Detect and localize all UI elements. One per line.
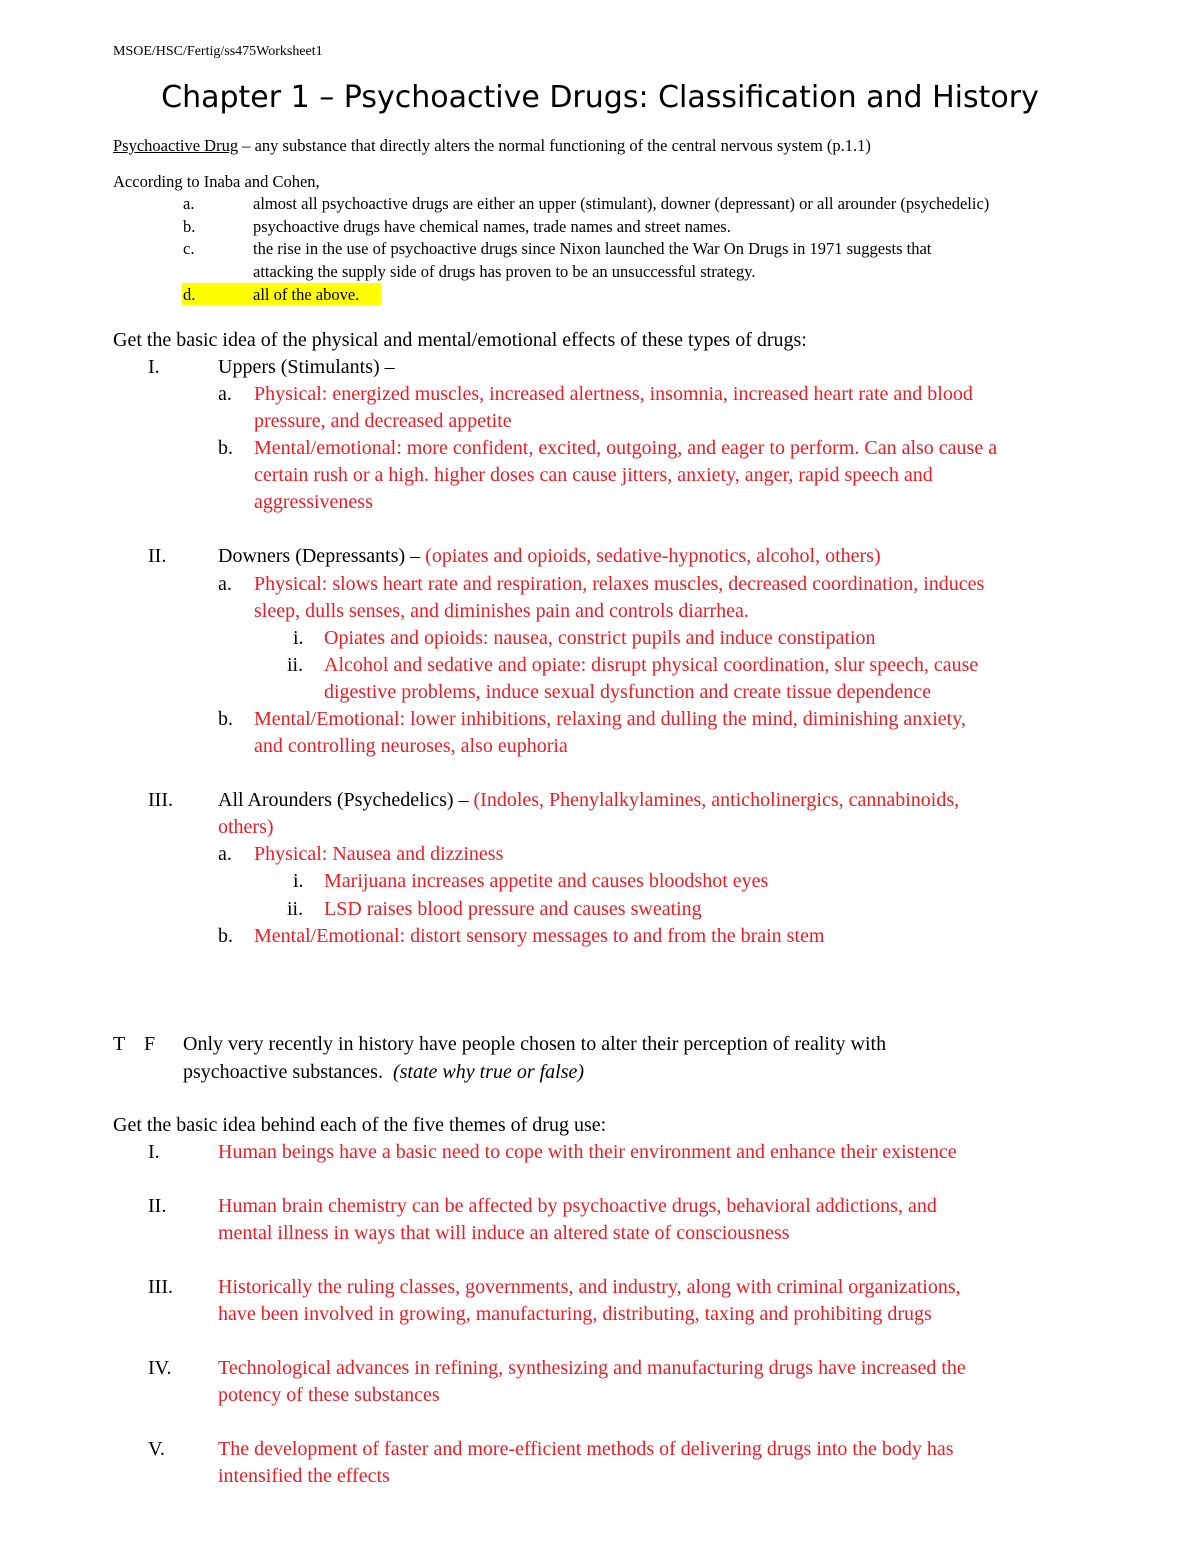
arounders-physical-text: Physical: Nausea and dizziness	[254, 843, 504, 865]
arounders-b-letter: b.	[218, 925, 233, 947]
arounders-i-num: i.	[293, 870, 304, 892]
theme-1-text: Human beings have a basic need to cope with their environment and enhance their existence	[218, 1141, 957, 1163]
uppers-heading: Uppers (Stimulants) –	[218, 356, 395, 378]
theme-2-text: Human brain chemistry can be affected by psychoactive drugs, behavioral addictions, and	[218, 1195, 937, 1217]
theme-3-text-2: have been involved in growing, manufacturing, distributing, taxing and prohibiting drugs	[218, 1303, 932, 1325]
theme-2-num: II.	[148, 1195, 167, 1217]
uppers-physical-text-2: pressure, and decreased appetite	[254, 410, 512, 432]
arounders-mental-text: Mental/Emotional: distort sensory messages to and from the brain stem	[254, 925, 825, 947]
option-c-text-2: attacking the supply side of drugs has proven to be an unsuccessful strategy.	[253, 262, 756, 281]
downers-heading-classes: (opiates and opioids, sedative-hypnotics, alcohol, others)	[420, 545, 881, 567]
option-b-text: psychoactive drugs have chemical names, trade names and street names.	[253, 217, 731, 236]
downers-alcohol-text: Alcohol and sedative and opiate: disrupt physical coordination, slur speech, cause	[324, 654, 979, 676]
theme-4-text: Technological advances in refining, synthesizing and manufacturing drugs have increased the	[218, 1357, 966, 1379]
uppers-b-letter: b.	[218, 437, 233, 459]
uppers-mental-text-2: certain rush or a high. higher doses can cause jitters, anxiety, anger, rapid speech and	[254, 464, 933, 486]
downers-alcohol-text-2: digestive problems, induce sexual dysfunction and create tissue dependence	[324, 681, 932, 703]
theme-3-text: Historically the ruling classes, governments, and industry, along with criminal organizations,	[218, 1276, 961, 1298]
arounders-heading-line	[218, 787, 959, 814]
downers-heading: Downers (Depressants) –	[218, 545, 421, 567]
theme-5-text-2: intensified the effects	[218, 1465, 390, 1487]
option-letter-a: a.	[183, 194, 195, 213]
definition-text: – any substance that directly alters the normal functioning of the central nervous system (p.1.1)	[238, 136, 871, 155]
arounders-lsd-text: LSD raises blood pressure and causes sweating	[324, 898, 702, 920]
tf-statement-line-2	[183, 1059, 584, 1086]
uppers-a-letter: a.	[218, 383, 232, 405]
tf-statement-2: psychoactive substances.	[183, 1061, 383, 1083]
option-letter-c: c.	[183, 239, 195, 258]
downers-physical-text: Physical: slows heart rate and respiration, relaxes muscles, decreased coordination, induces	[254, 573, 985, 595]
arounders-num: III.	[148, 789, 173, 811]
theme-1-num: I.	[148, 1141, 160, 1163]
downers-i-num: i.	[293, 627, 304, 649]
definition-term: Psychoactive Drug	[113, 136, 239, 155]
arounders-ii-num: ii.	[287, 898, 304, 920]
downers-heading-line	[218, 543, 881, 570]
option-a-text: almost all psychoactive drugs are either an upper (stimulant), downer (depressant) or all arounder (psychedelic)	[253, 194, 990, 213]
downers-b-letter: b.	[218, 708, 233, 730]
tf-false-option: F	[144, 1033, 156, 1055]
tf-instruction: (state why true or false)	[392, 1061, 585, 1083]
theme-4-text-2: potency of these substances	[218, 1384, 440, 1406]
arounders-a-letter: a.	[218, 843, 232, 865]
theme-5-num: V.	[148, 1438, 165, 1460]
downers-a-letter: a.	[218, 573, 232, 595]
uppers-mental-text-3: aggressiveness	[254, 491, 373, 513]
downers-ii-num: ii.	[287, 654, 304, 676]
answer-highlight	[182, 283, 381, 305]
arounders-heading-classes-2: others)	[218, 816, 274, 838]
option-c-text: the rise in the use of psychoactive drugs since Nixon launched the War On Drugs in 1971 suggests that	[253, 239, 932, 258]
arounders-heading: All Arounders (Psychedelics) –	[218, 789, 469, 811]
themes-intro: Get the basic idea behind each of the five themes of drug use:	[113, 1114, 607, 1136]
tf-true-option: T	[113, 1033, 126, 1055]
uppers-num: I.	[148, 356, 160, 378]
downers-opiates-text: Opiates and opioids: nausea, constrict pupils and induce constipation	[324, 627, 876, 649]
theme-5-text: The development of faster and more-efficient methods of delivering drugs into the body has	[218, 1438, 954, 1460]
downers-mental-text-2: and controlling neuroses, also euphoria	[254, 735, 568, 757]
uppers-mental-text: Mental/emotional: more confident, excited, outgoing, and eager to perform. Can also cause a	[254, 437, 998, 459]
uppers-physical-text: Physical: energized muscles, increased alertness, insomnia, increased heart rate and blood	[254, 383, 973, 405]
theme-4-num: IV.	[148, 1357, 172, 1379]
definition-line	[113, 134, 871, 157]
arounders-marijuana-text: Marijuana increases appetite and causes bloodshot eyes	[324, 870, 769, 892]
option-d-text: all of the above.	[253, 285, 360, 304]
downers-physical-text-2: sleep, dulls senses, and diminishes pain and controls diarrhea.	[254, 600, 749, 622]
downers-mental-text: Mental/Emotional: lower inhibitions, relaxing and dulling the mind, diminishing anxiety,	[254, 708, 966, 730]
tf-statement: Only very recently in history have people chosen to alter their perception of reality with	[183, 1033, 887, 1055]
theme-2-text-2: mental illness in ways that will induce an altered state of consciousness	[218, 1222, 790, 1244]
page-title: Chapter 1 – Psychoactive Drugs: Classification and History	[161, 80, 1039, 115]
option-letter-b: b.	[183, 217, 196, 236]
question-intro: According to Inaba and Cohen,	[113, 172, 320, 191]
effects-intro: Get the basic idea of the physical and mental/emotional effects of these types of drugs:	[113, 329, 807, 351]
downers-num: II.	[148, 545, 167, 567]
option-letter-d: d.	[183, 285, 196, 304]
document-id: MSOE/HSC/Fertig/ss475Worksheet1	[113, 44, 323, 59]
theme-3-num: III.	[148, 1276, 173, 1298]
arounders-heading-classes: (Indoles, Phenylalkylamines, anticholinergics, cannabinoids,	[468, 789, 960, 811]
